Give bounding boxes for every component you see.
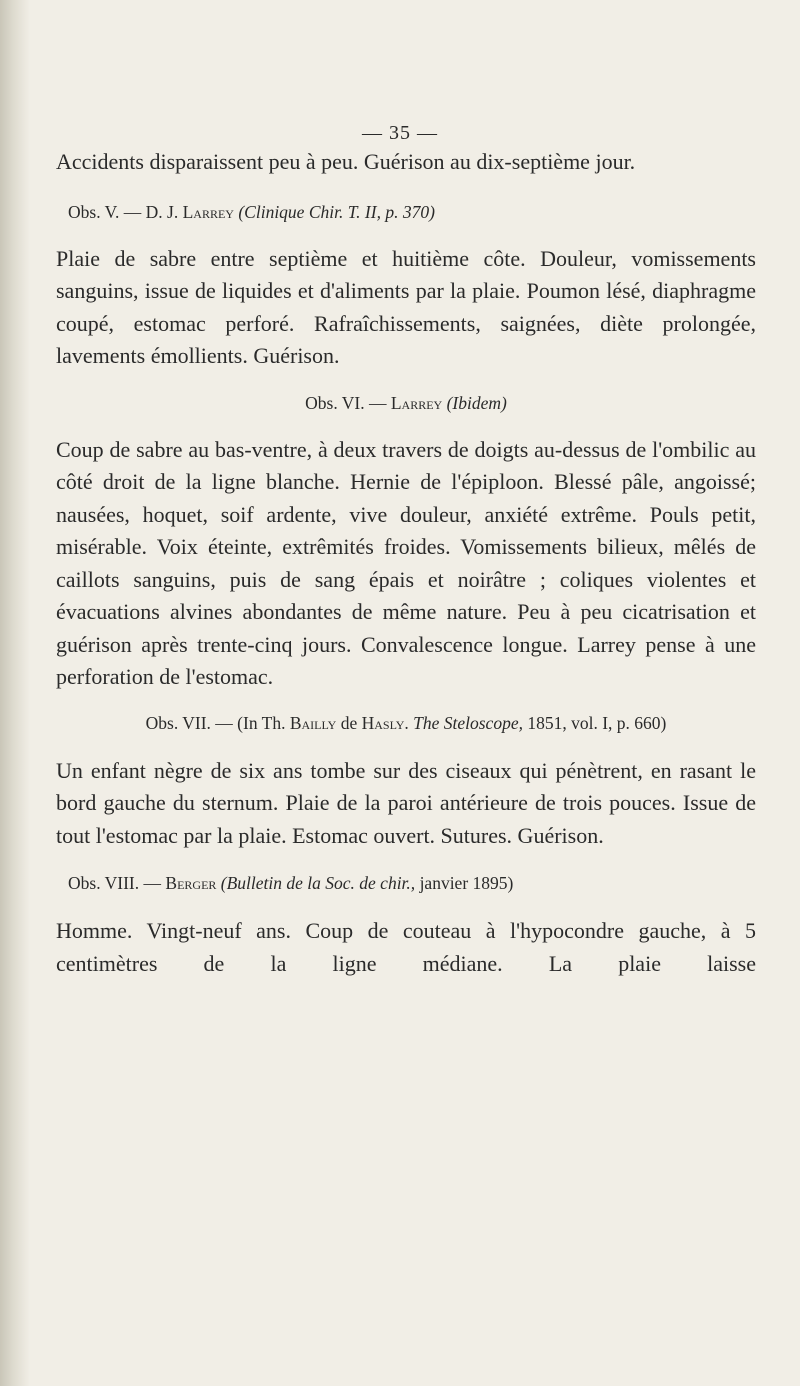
observation-heading-5: [56, 201, 756, 224]
obs-author: Larrey: [390, 392, 443, 413]
obs-reference-tail: 1851, vol. I, p. 660): [522, 712, 667, 733]
obs-author: Bailly: [289, 712, 337, 733]
obs-separator: .: [404, 712, 414, 733]
obs-author-2: Hasly: [361, 712, 405, 733]
observation-heading-8: [56, 872, 756, 895]
paragraph-1: Accidents disparaissent peu à peu. Guérison au dix-septième jour.: [56, 149, 636, 174]
observation-heading-6: [56, 392, 756, 415]
paragraph-5: Homme. Vingt-neuf ans. Coup de couteau à l'hypocondre gauche, à 5 centimètres de la ligne médiane. La plaie laisse: [56, 918, 756, 976]
obs-reference: (Ibidem): [446, 392, 507, 413]
obs-reference: (Bulletin de la Soc. de chir.,: [220, 873, 416, 893]
obs-reference-tail: janvier 1895): [415, 873, 514, 893]
obs-lead: Obs. V. — D. J.: [68, 201, 183, 222]
page-edge-shadow: [0, 0, 30, 1386]
obs-lead: Obs. VI. —: [305, 392, 391, 413]
paragraph-3: Coup de sabre au bas-ventre, à deux travers de doigts au-dessus de l'ombilic au côté droit de la ligne blanche. Hernie de l'épiploon. Blessé pâle, angoissé; nausées, hoquet, soif ardente, vive douleur, anxiété extrême. Pouls petit, misérable. Voix éteinte, extrêmités froides. Vomissements bilieux, mêlés de caillots sanguins, puis de sang épais et noirâtre ; coliques violentes et évacuations alvines abondantes de même nature. Peu à peu cicatrisation et guérison après trente-cinq jours. Convalescence longue. Larrey pense à une perforation de l'estomac.: [56, 436, 756, 689]
obs-work-title: The Steloscope,: [413, 712, 523, 733]
obs-author: Larrey: [182, 201, 234, 222]
obs-connector: de: [336, 712, 362, 733]
paragraph-4: Un enfant nègre de six ans tombe sur des ciseaux qui pénètrent, en rasant le bord gauche du sternum. Plaie de la paroi antérieure de trois pouces. Issue de tout l'estomac par la plaie. Estomac ouvert. Sutures. Guérison.: [56, 757, 756, 848]
obs-lead: Obs. VIII. —: [68, 873, 166, 893]
obs-lead: Obs. VII. — (In Th.: [145, 712, 290, 733]
page-number: — 35 —: [362, 122, 438, 144]
paragraph-2: Plaie de sabre entre septième et huitième côte. Douleur, vomissements sanguins, issue de liquides et d'aliments par la plaie. Poumon lésé, diaphragme coupé, estomac perforé. Rafraîchissements, saignées, diète prolongée, lavements émollients. Guérison.: [56, 245, 756, 368]
obs-author: Berger: [165, 873, 217, 893]
obs-reference: (Clinique Chir. T. II, p. 370): [238, 201, 435, 222]
page-body: [56, 146, 756, 980]
observation-heading-7: [56, 712, 756, 735]
